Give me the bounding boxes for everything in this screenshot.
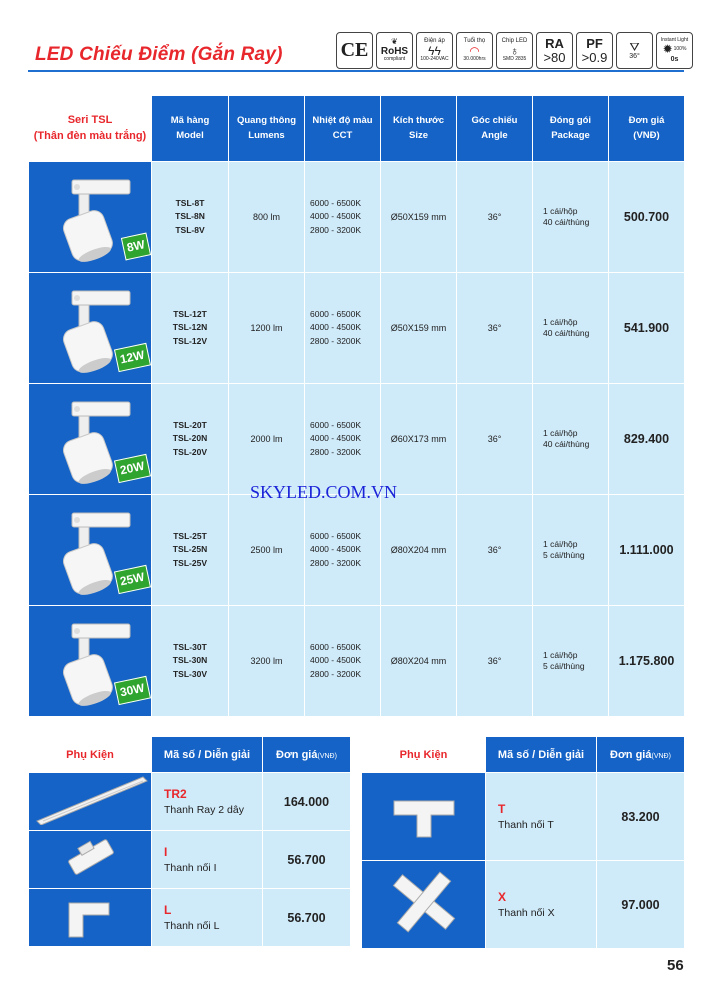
wattage-badge: 12W [114, 343, 151, 372]
cct-value: 4000 - 4500K [310, 211, 362, 222]
sun-icon: ✹ [662, 42, 673, 57]
table-row [29, 831, 351, 889]
package-value: 5 cái/thùng [543, 550, 585, 560]
accessories-header-row [362, 737, 685, 773]
cct-cell [305, 273, 381, 384]
size-cell: Ø60X173 mm [381, 384, 457, 495]
accessory-desc: Thanh nối T [498, 818, 554, 831]
model-code: TSL-12N [172, 322, 208, 333]
package-cell [533, 273, 609, 384]
model-code: TSL-20N [172, 433, 208, 444]
l-connector-image [29, 889, 152, 941]
size-cell: Ø80X204 mm [381, 606, 457, 717]
lumens-cell: 800 lm [229, 162, 305, 273]
angle-cell: 36° [457, 162, 533, 273]
cct-value: 2800 - 3200K [310, 224, 362, 235]
table-row [29, 606, 685, 717]
header-size: Kích thước Size [381, 96, 457, 162]
size-cell: Ø50X159 mm [381, 162, 457, 273]
accessory-desc-cell [486, 773, 597, 861]
table-row [29, 273, 685, 384]
header-lumens: Quang thông Lumens [229, 96, 305, 162]
lightning-icon: ϟϟ [428, 43, 441, 58]
product-image-cell [29, 384, 152, 495]
wattage-badge: 25W [114, 565, 151, 594]
cct-value: 6000 - 6500K [310, 641, 362, 652]
accessory-price: 56.700 [263, 889, 351, 947]
model-code: TSL-30V [172, 668, 207, 679]
accessory-code: L [164, 902, 172, 917]
angle-cell: 36° [457, 606, 533, 717]
accessory-code: TR2 [164, 786, 187, 801]
header-unit-price: Đơn giá(VNĐ) [597, 737, 685, 773]
table-row [29, 384, 685, 495]
model-code: TSL-8T [175, 197, 205, 208]
package-value: 1 cái/hộp [543, 538, 578, 549]
accessory-price: 83.200 [597, 773, 685, 861]
ce-badge: CE [336, 32, 373, 69]
page-number: 56 [667, 957, 684, 974]
accessory-image-cell [29, 889, 152, 947]
t-connector-image [362, 773, 486, 855]
accessory-code: I [164, 844, 168, 859]
track-rail-image [29, 773, 152, 825]
beam-angle-badge: ⛛ 36° [616, 32, 653, 69]
accessory-desc-cell [152, 831, 263, 889]
cct-value: 4000 - 4500K [310, 322, 362, 333]
cct-value: 6000 - 6500K [310, 308, 362, 319]
cct-value: 6000 - 6500K [310, 530, 362, 541]
gauge-icon: ◠ [469, 43, 480, 58]
model-code: TSL-8V [175, 224, 205, 235]
package-value: 1 cái/hộp [543, 649, 578, 660]
accessories-table-right [361, 736, 685, 949]
cct-value: 4000 - 4500K [310, 655, 362, 666]
model-code: TSL-20V [172, 446, 207, 457]
model-code: TSL-12T [173, 308, 207, 319]
accessory-desc: Thanh Ray 2 dây [164, 803, 244, 816]
accessory-desc-cell [486, 861, 597, 949]
bulb-icon: ♁ [510, 43, 519, 58]
title-underline [28, 70, 684, 72]
lumens-cell: 3200 lm [229, 606, 305, 717]
header-unit-price: Đơn giá(VNĐ) [263, 737, 351, 773]
model-code: TSL-25N [172, 544, 208, 555]
package-value: 1 cái/hộp [543, 427, 578, 438]
accessory-desc-cell [152, 773, 263, 831]
accessory-image-cell [29, 773, 152, 831]
watermark: SKYLED.COM.VN [250, 482, 398, 502]
angle-cell: 36° [457, 384, 533, 495]
product-image-cell [29, 606, 152, 717]
rohs-badge: ❦ RoHS compliant [376, 32, 413, 69]
accessories-label: Phụ Kiện [362, 737, 486, 773]
leaf-icon: ❦ [391, 37, 398, 47]
cct-cell [305, 162, 381, 273]
header-angle: Góc chiếu Angle [457, 96, 533, 162]
package-cell [533, 384, 609, 495]
package-value: 40 cái/thùng [543, 439, 590, 449]
product-image-cell [29, 495, 152, 606]
package-cell [533, 606, 609, 717]
table-row [362, 861, 685, 949]
package-value: 40 cái/thùng [543, 217, 590, 227]
table-row [29, 889, 351, 947]
accessory-price: 97.000 [597, 861, 685, 949]
product-table [28, 95, 685, 717]
pf-badge: PF >0.9 [576, 32, 613, 69]
accessory-code: X [498, 889, 507, 904]
accessories-header-row [29, 737, 351, 773]
spec-badges [336, 32, 693, 69]
wattage-badge: 20W [114, 454, 151, 483]
header-code-desc: Mã số / Diễn giải [486, 737, 597, 773]
price-cell: 1.175.800 [609, 606, 685, 717]
ra-badge: RA >80 [536, 32, 573, 69]
package-value: 40 cái/thùng [543, 328, 590, 338]
model-code: TSL-25T [173, 530, 207, 541]
table-row [29, 162, 685, 273]
accessory-image-cell [29, 831, 152, 889]
price-cell: 829.400 [609, 384, 685, 495]
cct-value: 6000 - 6500K [310, 419, 362, 430]
product-image-cell [29, 273, 152, 384]
wattage-badge: 30W [114, 676, 151, 705]
table-row [29, 495, 685, 606]
lumens-cell: 2000 lm [229, 384, 305, 495]
package-cell [533, 495, 609, 606]
i-connector-image [29, 831, 152, 883]
model-cell [152, 384, 229, 495]
cct-value: 4000 - 4500K [310, 433, 362, 444]
package-cell [533, 162, 609, 273]
accessory-desc: Thanh nối X [498, 906, 555, 919]
model-code: TSL-20T [173, 419, 207, 430]
accessory-code: T [498, 801, 506, 816]
accessory-desc-cell [152, 889, 263, 947]
price-cell: 500.700 [609, 162, 685, 273]
accessory-image-cell [362, 861, 486, 949]
chip-badge: Chip LED ♁ SMD 2835 [496, 32, 533, 69]
beam-angle-icon: ⛛ [629, 39, 640, 54]
model-cell [152, 273, 229, 384]
cct-cell [305, 606, 381, 717]
page-title: LED Chiếu Điểm (Gắn Ray) [35, 44, 283, 65]
model-code: TSL-12V [172, 335, 207, 346]
size-cell: Ø50X159 mm [381, 273, 457, 384]
cct-value: 4000 - 4500K [310, 544, 362, 555]
table-row [29, 773, 351, 831]
price-cell: 1.111.000 [609, 495, 685, 606]
cct-value: 2800 - 3200K [310, 335, 362, 346]
accessories-label: Phụ Kiện [29, 737, 152, 773]
table-header-row [29, 96, 685, 162]
lumens-cell: 1200 lm [229, 273, 305, 384]
model-cell [152, 495, 229, 606]
header-code-desc: Mã số / Diễn giải [152, 737, 263, 773]
angle-cell: 36° [457, 273, 533, 384]
lifetime-badge: Tuổi thọ ◠ 30.000hrs [456, 32, 493, 69]
cct-value: 2800 - 3200K [310, 446, 362, 457]
lumens-cell: 2500 lm [229, 495, 305, 606]
wattage-badge: 8W [121, 232, 151, 260]
header-model: Mã hàng Model [152, 96, 229, 162]
cct-value: 2800 - 3200K [310, 557, 362, 568]
model-code: TSL-30T [173, 641, 207, 652]
accessory-price: 56.700 [263, 831, 351, 889]
package-value: 1 cái/hộp [543, 316, 578, 327]
voltage-badge: Điện áp ϟϟ 100-240VAC [416, 32, 453, 69]
model-code: TSL-25V [172, 557, 207, 568]
series-label: Seri TSL (Thân đèn màu trắng) [29, 96, 152, 162]
angle-cell: 36° [457, 495, 533, 606]
model-code: TSL-30N [172, 655, 208, 666]
package-value: 5 cái/thùng [543, 661, 585, 671]
model-cell [152, 162, 229, 273]
accessories-table-left [28, 736, 351, 947]
header-price: Đơn giá (VNĐ) [609, 96, 685, 162]
header-package: Đóng gói Package [533, 96, 609, 162]
header-cct: Nhiệt độ màu CCT [305, 96, 381, 162]
model-code: TSL-8N [175, 211, 205, 222]
accessory-desc: Thanh nối I [164, 861, 217, 874]
accessory-price: 164.000 [263, 773, 351, 831]
x-connector-image [362, 861, 486, 943]
table-row [362, 773, 685, 861]
accessory-image-cell [362, 773, 486, 861]
size-cell: Ø80X204 mm [381, 495, 457, 606]
accessory-desc: Thanh nối L [164, 919, 220, 932]
price-cell: 541.900 [609, 273, 685, 384]
cct-value: 6000 - 6500K [310, 197, 362, 208]
package-value: 1 cái/hộp [543, 205, 578, 216]
instant-light-badge: Instant Light ✹ 100% 0s [656, 32, 693, 69]
product-image-cell [29, 162, 152, 273]
cct-cell [305, 495, 381, 606]
cct-value: 2800 - 3200K [310, 668, 362, 679]
cct-cell [305, 384, 381, 495]
model-cell [152, 606, 229, 717]
